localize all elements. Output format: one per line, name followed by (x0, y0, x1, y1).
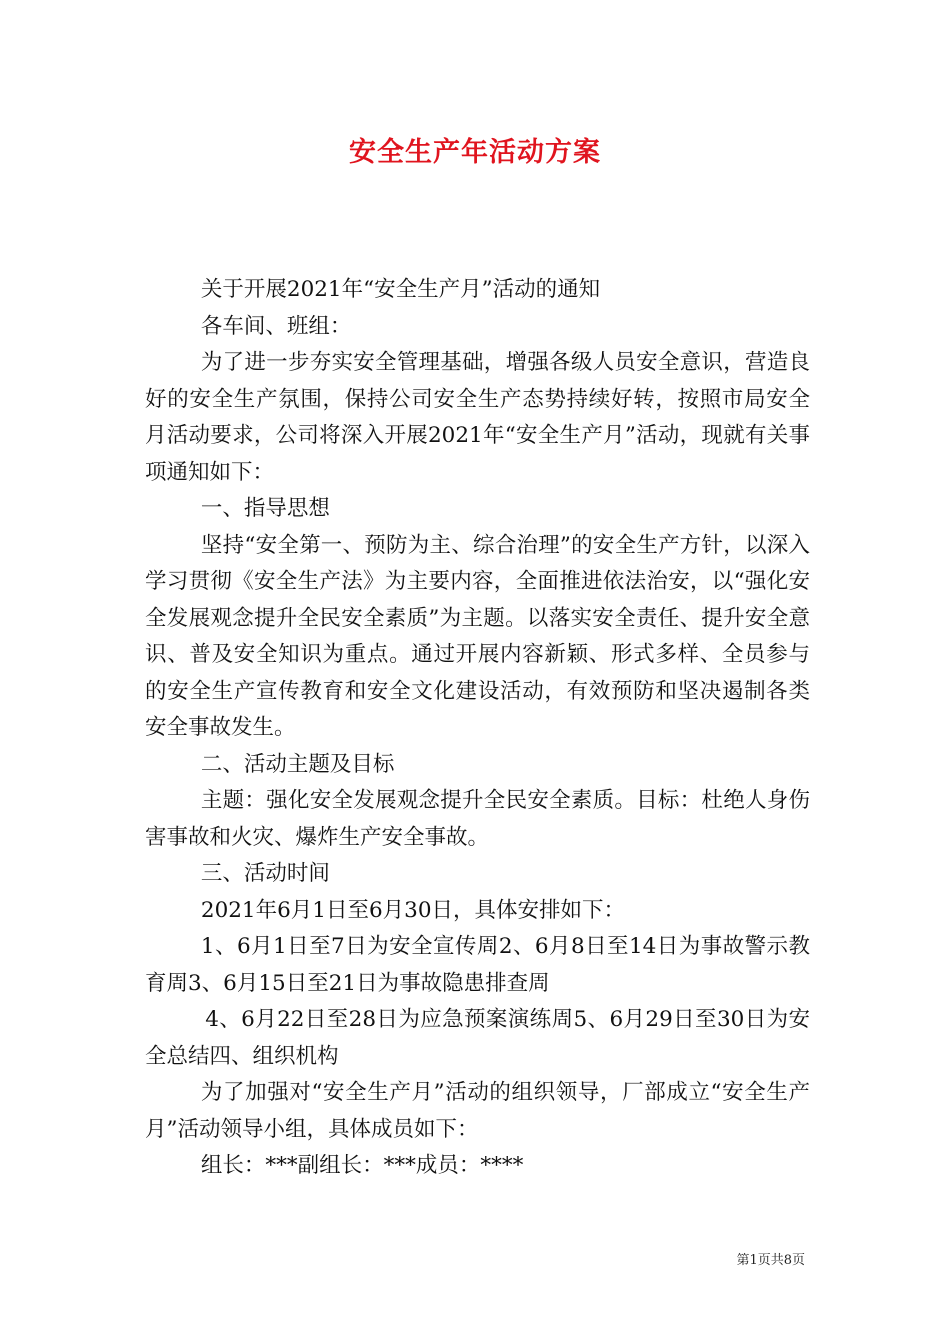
guiding-thought-paragraph: 坚持“安全第一、预防为主、综合治理”的安全生产方针，以深入学习贯彻《安全生产法》为主要内容，全面推进依法治安，以“强化安全发展观念提升全民安全素质”为主题。以落实安全责任、提升安全意识、普及安全知识为重点。通过开展内容新颖、形式多样、全员参与的安全生产宣传教育和安全文化建设活动，有效预防和坚决遏制各类安全事故发生。 (145, 532, 810, 740)
theme-goals-paragraph: 主题：强化安全发展观念提升全民安全素质。目标：杜绝人身伤害事故和火灾、爆炸生产安全事故。 (145, 788, 810, 850)
salutation: 各车间、班组： (200, 313, 352, 339)
page-number: 第1页共8页 (736, 1253, 805, 1268)
organization-paragraph: 为了加强对“安全生产月”活动的组织领导，厂部成立“安全生产月”活动领导小组，具体成员如下： (145, 1080, 810, 1142)
schedule-weeks-2: 4、6月22日至28日为应急预案演练周5、6月29日至30日为安全总结四、组织机构 (145, 1007, 810, 1069)
section-heading-schedule: 三、活动时间 (200, 861, 330, 886)
schedule-intro: 2021年6月1日至6月30日，具体安排如下： (200, 897, 626, 923)
members-line: 组长：***副组长：***成员：**** (200, 1153, 524, 1178)
document-title: 安全生产年活动方案 (349, 137, 601, 168)
section-heading-theme-goals: 二、活动主题及目标 (200, 751, 395, 777)
section-heading-guiding-thought: 一、指导思想 (200, 496, 330, 521)
intro-paragraph: 为了进一步夯实安全管理基础，增强各级人员安全意识，营造良好的安全生产氛围，保持公司安全生产态势持续好转，按照市局安全月活动要求，公司将深入开展2021年“安全生产月”活动，现就有关事项通知如下： (145, 350, 810, 485)
notice-heading: 关于开展2021年“安全生产月”活动的通知 (200, 277, 601, 302)
document-body (145, 272, 810, 1185)
schedule-weeks-1: 1、6月1日至7日为安全宣传周2、6月8日至14日为事故警示教育周3、6月15日至21日为事故隐患排查周 (145, 934, 810, 996)
